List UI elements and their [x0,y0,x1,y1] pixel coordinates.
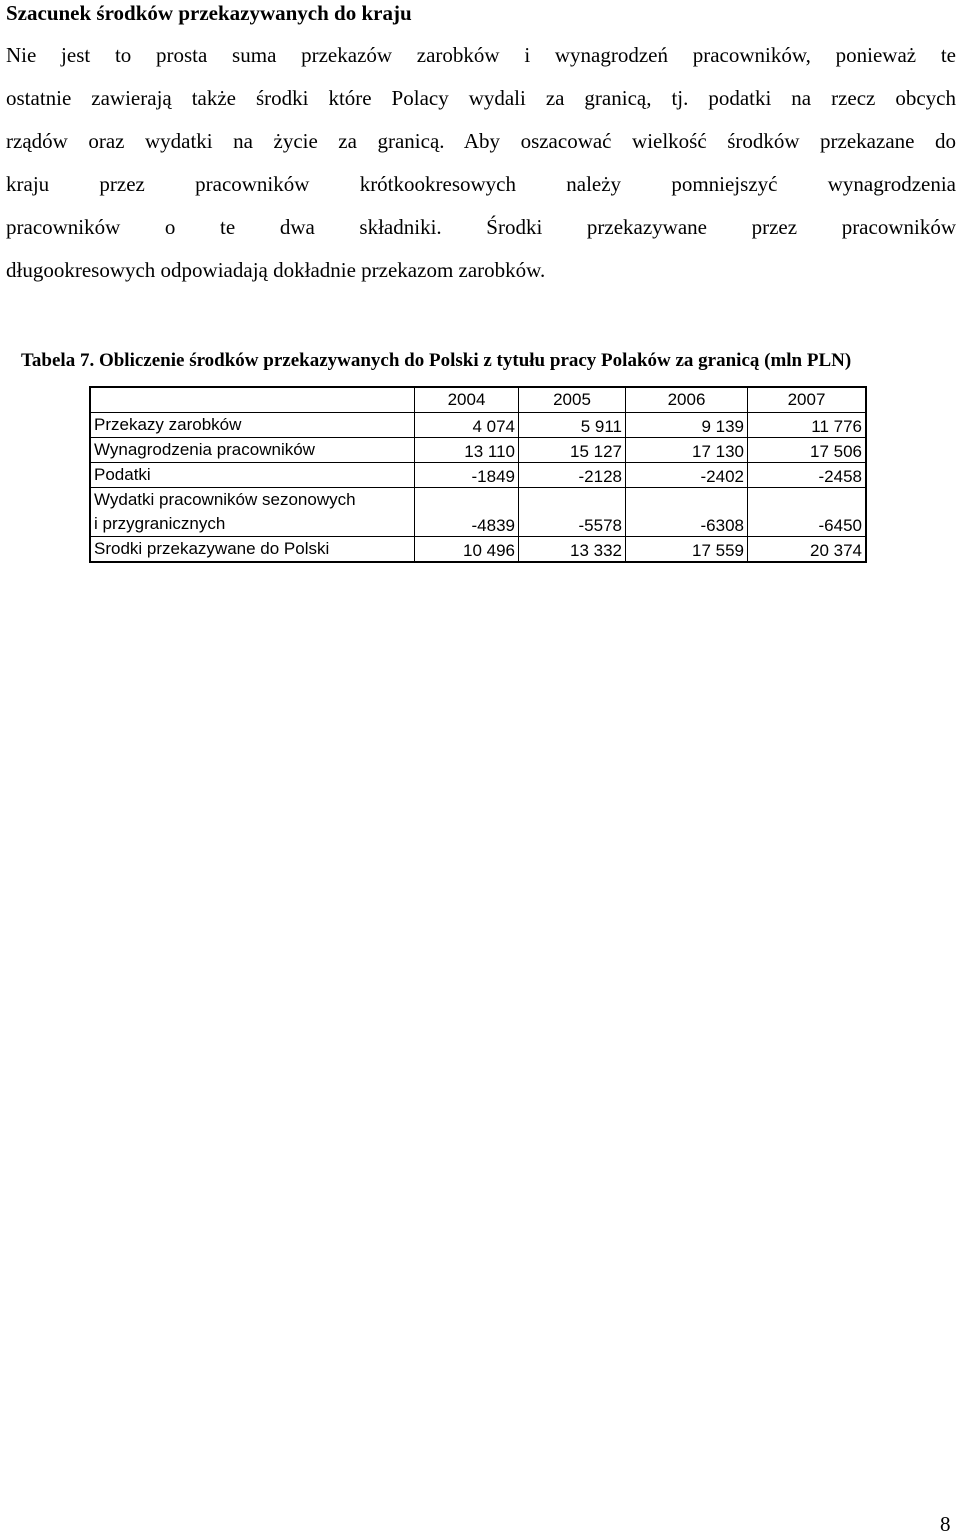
table-cell: 17 506 [748,438,867,463]
year-header: 2006 [626,387,748,413]
row-label-line: Wydatki pracowników sezonowych [94,490,356,509]
table-cell: 17 130 [626,438,748,463]
table-cell: 5 911 [519,413,626,438]
table-cell: -6450 [748,488,867,537]
table-caption: Tabela 7. Obliczenie środków przekazywanych do Polski z tytułu pracy Polaków za granicą (mln PLN) [21,350,852,371]
table-corner-cell [90,387,415,413]
paragraph-line: Nie jest to prosta suma przekazów zarobków i wynagrodzeń pracowników, ponieważ te [6,43,956,67]
paragraph-line: rządów oraz wydatki na życie za granicą. Aby oszacować wielkość środków przekazane do [6,129,956,153]
table-cell: -2402 [626,463,748,488]
remittance-table [89,386,867,563]
table-cell: 11 776 [748,413,867,438]
year-header: 2005 [519,387,626,413]
table-row [90,488,866,537]
paragraph-line: ostatnie zawierają także środki które Polacy wydali za granicą, tj. podatki na rzecz obcych [6,86,956,110]
paragraph-line: długookresowych odpowiadają dokładnie przekazom zarobków. [6,258,546,282]
row-label-line: i przygranicznych [94,514,226,533]
paragraph-line: pracowników o te dwa składniki. Środki przekazywane przez pracowników [6,215,956,239]
row-label [90,488,415,537]
table-cell: -4839 [415,488,519,537]
table-row [90,438,866,463]
paragraph-line: kraju przez pracowników krótkookresowych należy pomniejszyć wynagrodzenia [6,172,956,196]
section-heading: Szacunek środków przekazywanych do kraju [6,1,412,25]
page-number: 8 [940,1512,951,1536]
table-cell: 13 332 [519,537,626,563]
table-cell: -2458 [748,463,867,488]
year-header: 2004 [415,387,519,413]
row-label: Srodki przekazywane do Polski [90,537,415,563]
table-cell: -5578 [519,488,626,537]
table-cell: 17 559 [626,537,748,563]
table-cell: -2128 [519,463,626,488]
table-cell: 4 074 [415,413,519,438]
table-cell: 10 496 [415,537,519,563]
table-cell: 15 127 [519,438,626,463]
table-row [90,537,866,563]
row-label: Przekazy zarobków [90,413,415,438]
row-label: Podatki [90,463,415,488]
table-row [90,463,866,488]
table-cell: -1849 [415,463,519,488]
table-cell: 20 374 [748,537,867,563]
table-header-row [90,387,866,413]
table-cell: -6308 [626,488,748,537]
table-cell: 13 110 [415,438,519,463]
table-row [90,413,866,438]
row-label: Wynagrodzenia pracowników [90,438,415,463]
year-header: 2007 [748,387,867,413]
body-paragraph [6,34,956,292]
table-cell: 9 139 [626,413,748,438]
